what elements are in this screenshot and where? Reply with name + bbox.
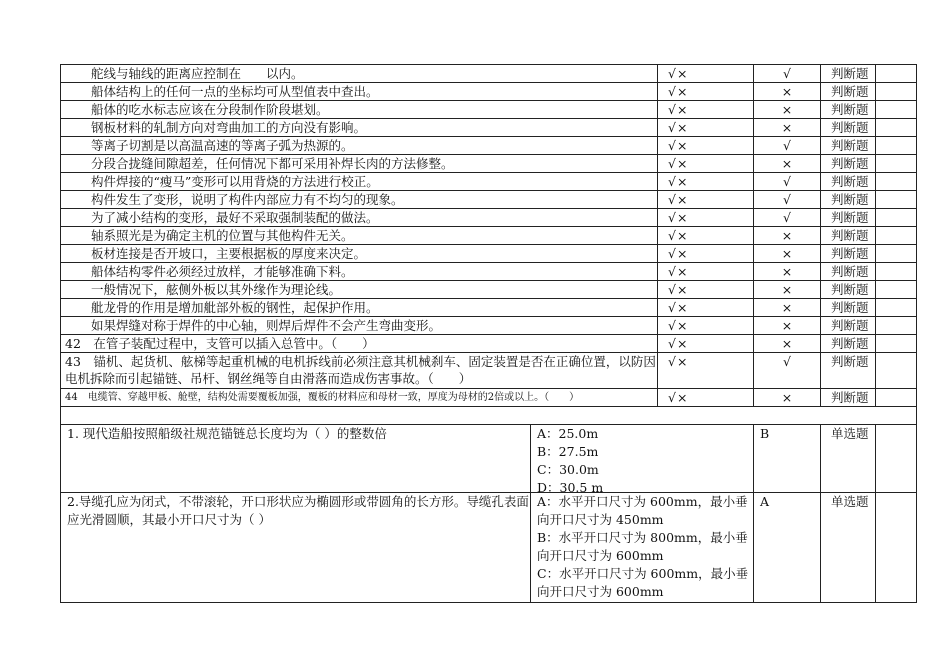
separator-row — [60, 406, 917, 425]
type-cell: 判断题 — [820, 136, 876, 155]
extra-cell — [875, 82, 917, 101]
type-cell: 判断题 — [820, 262, 876, 281]
option-text: C：30.0m — [537, 462, 599, 477]
answer-cell: √ — [753, 352, 821, 389]
answer-cell: √ — [753, 136, 821, 155]
option-text: A：水平开口尺寸为 600mm，最小垂向开口尺寸为 450mm — [537, 494, 748, 527]
answer-cell: × — [753, 280, 821, 299]
answer-cell: √ — [753, 64, 821, 83]
extra-cell — [875, 208, 917, 227]
answer-cell: × — [753, 334, 821, 353]
choice-question-cell: 1. 现代造船按照船级社规范锚链总长度均为（ ）的整数倍 — [60, 424, 531, 493]
extra-cell — [875, 100, 917, 119]
type-cell: 判断题 — [820, 388, 876, 407]
marks-cell: √× — [657, 244, 754, 263]
question-cell: 船体结构上的任何一点的坐标均可从型值表中查出。 — [60, 82, 658, 101]
question-cell: 船体结构零件必须经过放样，才能够准确下料。 — [60, 262, 658, 281]
type-cell: 判断题 — [820, 298, 876, 317]
type-cell: 判断题 — [820, 244, 876, 263]
question-cell: 舭龙骨的作用是增加舭部外板的钢性，起保护作用。 — [60, 298, 658, 317]
question-cell: 42 在管子装配过程中，支管可以插入总管中。（ ） — [60, 334, 658, 353]
choice-answer-cell: A — [753, 492, 821, 603]
option-text: C：水平开口尺寸为 600mm，最小垂向开口尺寸为 600mm — [537, 566, 749, 599]
marks-cell: √× — [657, 64, 754, 83]
answer-cell: × — [753, 100, 821, 119]
answer-cell: × — [753, 118, 821, 137]
marks-cell: √× — [657, 262, 754, 281]
question-cell: 一般情况下，舷侧外板以其外缘作为理论线。 — [60, 280, 658, 299]
choice-answer-cell: B — [753, 424, 821, 493]
answer-cell: × — [753, 244, 821, 263]
question-cell: 等离子切割是以高温高速的等离子弧为热源的。 — [60, 136, 658, 155]
extra-cell — [875, 334, 917, 353]
type-cell: 判断题 — [820, 226, 876, 245]
question-cell: 舵线与轴线的距离应控制在 以内。 — [60, 64, 658, 83]
answer-cell: × — [753, 262, 821, 281]
marks-cell: √× — [657, 154, 754, 173]
question-cell: 为了减小结构的变形，最好不采取强制装配的做法。 — [60, 208, 658, 227]
extra-cell — [875, 352, 917, 389]
type-cell: 判断题 — [820, 352, 876, 389]
marks-cell: √× — [657, 226, 754, 245]
type-cell: 判断题 — [820, 64, 876, 83]
answer-cell: × — [753, 316, 821, 335]
question-cell: 分段合拢缝间隙超差，任何情况下都可采用补焊长肉的方法修整。 — [60, 154, 658, 173]
options-cell — [530, 492, 754, 603]
option-text: D：30.5 m — [537, 480, 604, 493]
marks-cell: √× — [657, 190, 754, 209]
question-cell: 板材连接是否开坡口，主要根据板的厚度来决定。 — [60, 244, 658, 263]
extra-cell — [875, 154, 917, 173]
extra-cell — [875, 388, 917, 407]
answer-cell: × — [753, 226, 821, 245]
extra-cell — [875, 492, 917, 603]
type-cell: 判断题 — [820, 334, 876, 353]
choice-type-cell: 单选题 — [820, 492, 876, 603]
answer-cell: × — [753, 298, 821, 317]
question-cell: 构件发生了变形，说明了构件内部应力有不均匀的现象。 — [60, 190, 658, 209]
extra-cell — [875, 118, 917, 137]
type-cell: 判断题 — [820, 100, 876, 119]
extra-cell — [875, 64, 917, 83]
question-cell: 如果焊缝对称于焊件的中心轴，则焊后焊件不会产生弯曲变形。 — [60, 316, 658, 335]
marks-cell: √× — [657, 298, 754, 317]
extra-cell — [875, 190, 917, 209]
marks-cell: √× — [657, 172, 754, 191]
extra-cell — [875, 136, 917, 155]
option-text: B：27.5m — [537, 444, 599, 459]
question-cell: 轴系照光是为确定主机的位置与其他构件无关。 — [60, 226, 658, 245]
answer-cell: √ — [753, 208, 821, 227]
marks-cell: √× — [657, 316, 754, 335]
type-cell: 判断题 — [820, 118, 876, 137]
type-cell: 判断题 — [820, 208, 876, 227]
type-cell: 判断题 — [820, 82, 876, 101]
type-cell: 判断题 — [820, 172, 876, 191]
type-cell: 判断题 — [820, 190, 876, 209]
option-text: B：水平开口尺寸为 800mm，最小垂向开口尺寸为 600mm — [537, 530, 748, 563]
answer-cell: √ — [753, 172, 821, 191]
answer-cell: × — [753, 82, 821, 101]
choice-question-cell: 2.导缆孔应为闭式，不带滚轮，开口形状应为椭圆形或带圆角的长方形。导缆孔表面应光滑圆顺，其最小开口尺寸为（ ） — [60, 492, 531, 603]
marks-cell: √× — [657, 82, 754, 101]
marks-cell: √× — [657, 208, 754, 227]
question-cell: 钢板材料的轧制方向对弯曲加工的方向没有影响。 — [60, 118, 658, 137]
answer-cell: × — [753, 154, 821, 173]
marks-cell: √× — [657, 388, 754, 407]
extra-cell — [875, 172, 917, 191]
type-cell: 判断题 — [820, 280, 876, 299]
question-cell: 船体的吃水标志应该在分段制作阶段堪划。 — [60, 100, 658, 119]
marks-cell: √× — [657, 100, 754, 119]
choice-type-cell: 单选题 — [820, 424, 876, 493]
options-cell — [530, 424, 754, 493]
answer-cell: √ — [753, 190, 821, 209]
extra-cell — [875, 280, 917, 299]
extra-cell — [875, 298, 917, 317]
extra-cell — [875, 424, 917, 493]
extra-cell — [875, 244, 917, 263]
question-cell: 44 电缆管、穿越甲板、舱壁，结构处需要覆板加强，覆板的材料应和母材一致，厚度为母材的2倍或以上。（ ） — [60, 388, 658, 407]
extra-cell — [875, 262, 917, 281]
option-text: A：25.0m — [537, 426, 599, 441]
question-cell: 43 锚机、起货机、舷梯等起重机械的电机拆线前必须注意其机械刹车、固定装置是否在正确位置，以防因电机拆除而引起锚链、吊杆、钢丝绳等自由滑落而造成伤害事故。（ ） — [60, 352, 658, 389]
type-cell: 判断题 — [820, 316, 876, 335]
extra-cell — [875, 226, 917, 245]
marks-cell: √× — [657, 334, 754, 353]
marks-cell: √× — [657, 118, 754, 137]
marks-cell: √× — [657, 136, 754, 155]
question-cell: 构件焊接的“瘦马”变形可以用背烧的方法进行校正。 — [60, 172, 658, 191]
marks-cell: √× — [657, 352, 754, 389]
type-cell: 判断题 — [820, 154, 876, 173]
extra-cell — [875, 316, 917, 335]
marks-cell: √× — [657, 280, 754, 299]
answer-cell: × — [753, 388, 821, 407]
